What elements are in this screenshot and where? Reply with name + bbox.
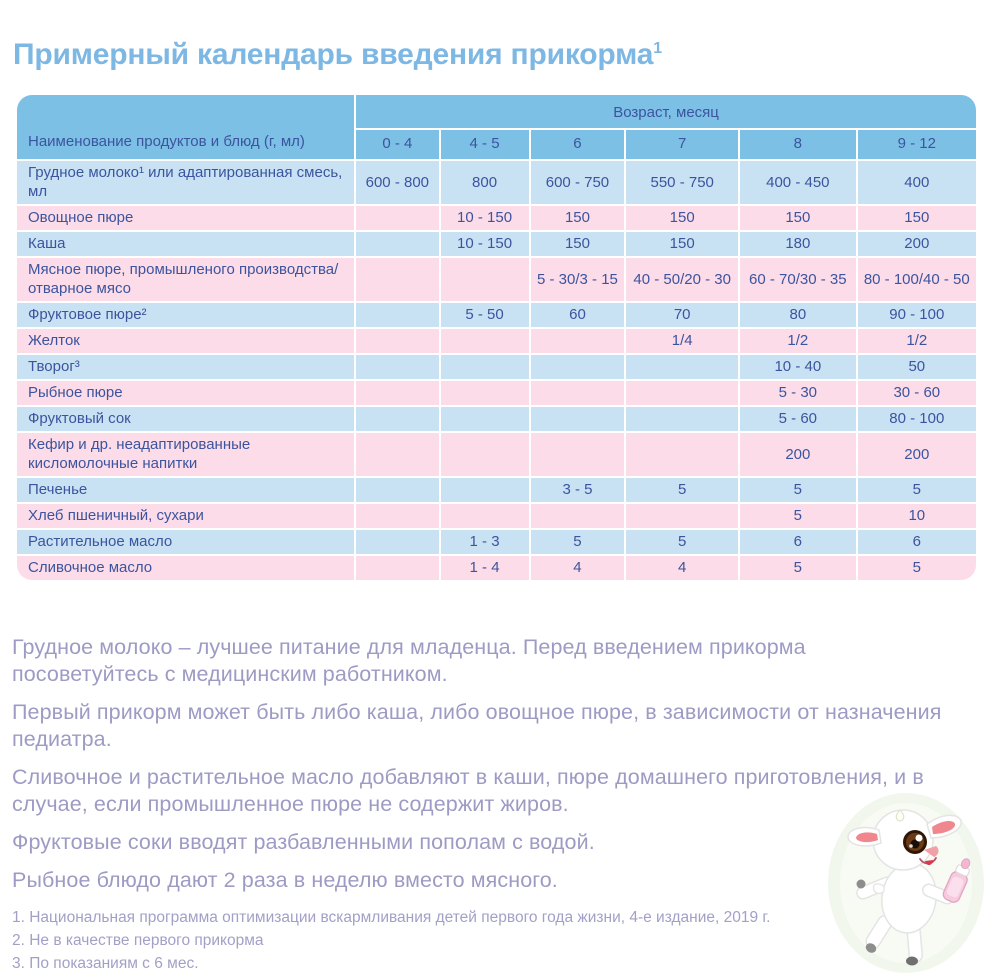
- table-row: [17, 433, 976, 476]
- product-name-cell: Мясное пюре, промышленого производства/отварное мясо: [17, 258, 354, 301]
- age-col-header: 0 - 4: [356, 130, 438, 159]
- value-cell: 6: [858, 530, 976, 554]
- value-cell: 10: [858, 504, 976, 528]
- value-cell: 90 - 100: [858, 303, 976, 327]
- product-name-cell: Хлеб пшеничный, сухари: [17, 504, 354, 528]
- value-cell: [356, 258, 438, 301]
- value-cell: 180: [740, 232, 856, 256]
- value-cell: [531, 407, 625, 431]
- value-cell: 5: [740, 504, 856, 528]
- value-cell: [356, 206, 438, 230]
- value-cell: 3 - 5: [531, 478, 625, 502]
- value-cell: 5: [531, 530, 625, 554]
- product-column-header: Наименование продуктов и блюд (г, мл): [17, 95, 354, 159]
- note-paragraph: Фруктовые соки вводят разбавленными пополам с водой.: [12, 830, 595, 854]
- value-cell: 5: [858, 556, 976, 580]
- value-cell: 150: [858, 206, 976, 230]
- value-cell: [531, 355, 625, 379]
- value-cell: 10 - 150: [441, 232, 529, 256]
- advisory-notes: [12, 634, 944, 894]
- age-col-header: 6: [531, 130, 625, 159]
- footnote: 2. Не в качестве первого прикорма: [12, 932, 264, 949]
- value-cell: 6: [740, 530, 856, 554]
- value-cell: [356, 303, 438, 327]
- value-cell: [441, 258, 529, 301]
- value-cell: [626, 381, 738, 405]
- value-cell: 10 - 40: [740, 355, 856, 379]
- age-group-header: Возраст, месяц: [356, 95, 976, 128]
- product-name-cell: Кефир и др. неадаптированные кисломолочные напитки: [17, 433, 354, 476]
- value-cell: [531, 381, 625, 405]
- value-cell: 5: [740, 556, 856, 580]
- value-cell: [356, 504, 438, 528]
- value-cell: [441, 355, 529, 379]
- table-row: [17, 504, 976, 528]
- table-header: [17, 95, 976, 159]
- value-cell: 80: [740, 303, 856, 327]
- value-cell: [531, 433, 625, 476]
- table-row: [17, 206, 976, 230]
- value-cell: [356, 329, 438, 353]
- value-cell: 5 - 30/3 - 15: [531, 258, 625, 301]
- age-col-header: 8: [740, 130, 856, 159]
- value-cell: 5: [626, 530, 738, 554]
- value-cell: 60: [531, 303, 625, 327]
- goat-with-bottle-illustration: [824, 788, 989, 974]
- page-title: [13, 38, 992, 72]
- footnote: 3. По показаниям с 6 мес.: [12, 955, 199, 972]
- table-row: [17, 303, 976, 327]
- note-paragraph: Рыбное блюдо дают 2 раза в неделю вместо мясного.: [12, 868, 558, 892]
- product-name-cell: Каша: [17, 232, 354, 256]
- value-cell: 5 - 50: [441, 303, 529, 327]
- value-cell: [356, 407, 438, 431]
- table-row: [17, 329, 976, 353]
- value-cell: 800: [441, 161, 529, 204]
- value-cell: [441, 381, 529, 405]
- footnote: 1. Национальная программа оптимизации вскармливания детей первого года жизни, 4-е издание, 2019 г.: [12, 909, 771, 926]
- value-cell: 1/2: [740, 329, 856, 353]
- table-row: [17, 258, 976, 301]
- value-cell: 4: [626, 556, 738, 580]
- table-row: [17, 232, 976, 256]
- value-cell: 150: [740, 206, 856, 230]
- value-cell: [626, 407, 738, 431]
- product-name-cell: Сливочное масло: [17, 556, 354, 580]
- value-cell: 600 - 800: [356, 161, 438, 204]
- product-name-cell: Фруктовое пюре²: [17, 303, 354, 327]
- age-col-header: 9 - 12: [858, 130, 976, 159]
- product-name-cell: Печенье: [17, 478, 354, 502]
- value-cell: 80 - 100: [858, 407, 976, 431]
- product-name-cell: Овощное пюре: [17, 206, 354, 230]
- value-cell: 4: [531, 556, 625, 580]
- value-cell: [626, 504, 738, 528]
- value-cell: 1 - 4: [441, 556, 529, 580]
- value-cell: [356, 381, 438, 405]
- value-cell: [626, 433, 738, 476]
- value-cell: [356, 556, 438, 580]
- value-cell: 150: [626, 232, 738, 256]
- product-name-cell: Желток: [17, 329, 354, 353]
- value-cell: 50: [858, 355, 976, 379]
- value-cell: 200: [858, 433, 976, 476]
- product-name-cell: Фруктовый сок: [17, 407, 354, 431]
- value-cell: 150: [531, 206, 625, 230]
- value-cell: [441, 504, 529, 528]
- table-row: [17, 381, 976, 405]
- title-footnote-ref: 1: [653, 40, 662, 57]
- value-cell: 200: [858, 232, 976, 256]
- value-cell: [356, 433, 438, 476]
- value-cell: 200: [740, 433, 856, 476]
- value-cell: 550 - 750: [626, 161, 738, 204]
- value-cell: [626, 355, 738, 379]
- value-cell: 5: [626, 478, 738, 502]
- value-cell: [441, 433, 529, 476]
- feeding-schedule-table: [15, 93, 978, 582]
- table-row: [17, 161, 976, 204]
- table-row: [17, 355, 976, 379]
- value-cell: 10 - 150: [441, 206, 529, 230]
- value-cell: [356, 530, 438, 554]
- value-cell: 60 - 70/30 - 35: [740, 258, 856, 301]
- value-cell: 5: [740, 478, 856, 502]
- value-cell: 70: [626, 303, 738, 327]
- product-name-cell: Рыбное пюре: [17, 381, 354, 405]
- value-cell: [441, 407, 529, 431]
- table-row: [17, 407, 976, 431]
- value-cell: 40 - 50/20 - 30: [626, 258, 738, 301]
- age-col-header: 7: [626, 130, 738, 159]
- note-paragraph: Грудное молоко – лучшее питание для младенца. Перед введением прикорма посоветуйтесь с медицинским работником.: [12, 635, 806, 686]
- value-cell: 400: [858, 161, 976, 204]
- value-cell: 5 - 30: [740, 381, 856, 405]
- value-cell: 150: [531, 232, 625, 256]
- value-cell: 1/4: [626, 329, 738, 353]
- feeding-schedule-table-wrap: [15, 93, 978, 582]
- note-paragraph: Первый прикорм может быть либо каша, либо овощное пюре, в зависимости от назначения педиатра.: [12, 700, 942, 751]
- table-row: [17, 478, 976, 502]
- value-cell: 80 - 100/40 - 50: [858, 258, 976, 301]
- value-cell: [356, 355, 438, 379]
- value-cell: 1 - 3: [441, 530, 529, 554]
- value-cell: [356, 232, 438, 256]
- value-cell: 150: [626, 206, 738, 230]
- value-cell: 600 - 750: [531, 161, 625, 204]
- value-cell: 5: [858, 478, 976, 502]
- age-col-header: 4 - 5: [441, 130, 529, 159]
- table-body: [17, 161, 976, 580]
- value-cell: [441, 329, 529, 353]
- table-row: [17, 556, 976, 580]
- value-cell: 1/2: [858, 329, 976, 353]
- product-name-cell: Грудное молоко¹ или адаптированная смесь, мл: [17, 161, 354, 204]
- product-name-cell: Растительное масло: [17, 530, 354, 554]
- value-cell: [531, 329, 625, 353]
- value-cell: 30 - 60: [858, 381, 976, 405]
- page-title-text: Примерный календарь введения прикорма: [13, 38, 654, 71]
- product-name-cell: Творог³: [17, 355, 354, 379]
- value-cell: [356, 478, 438, 502]
- table-row: [17, 530, 976, 554]
- note-paragraph: Сливочное и растительное масло добавляют в каши, пюре домашнего приготовления, и в случае, если промышленное пюре не содержит жиров.: [12, 765, 924, 816]
- value-cell: 5 - 60: [740, 407, 856, 431]
- value-cell: 400 - 450: [740, 161, 856, 204]
- value-cell: [531, 504, 625, 528]
- value-cell: [441, 478, 529, 502]
